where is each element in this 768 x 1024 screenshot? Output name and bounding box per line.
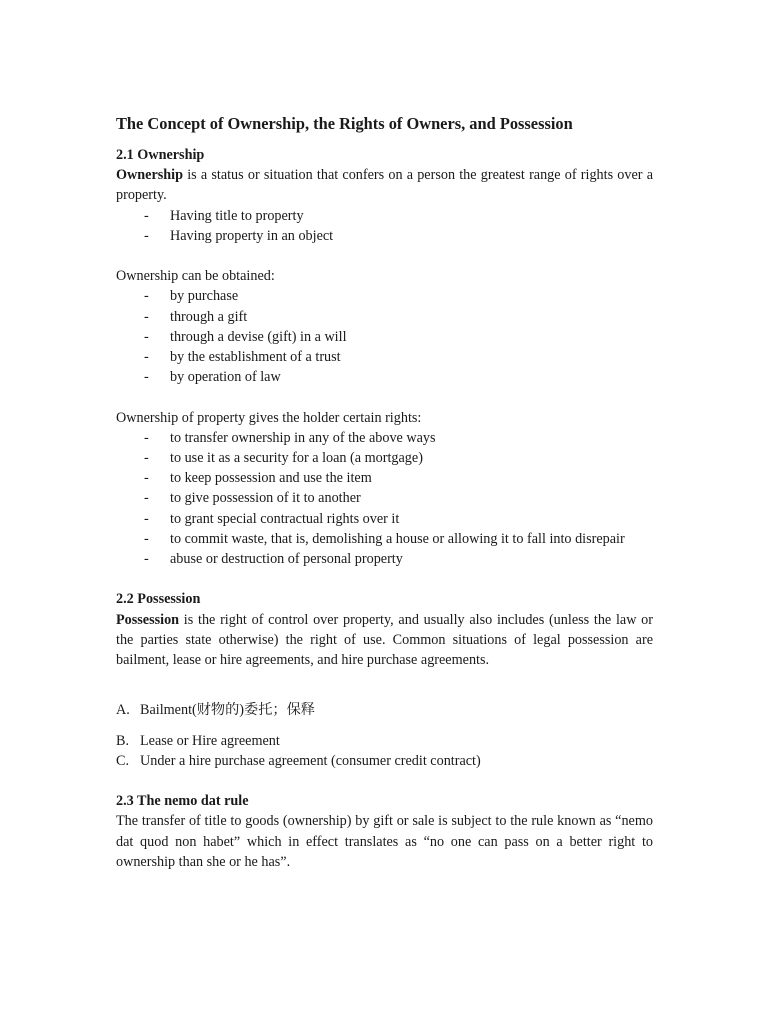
list-item-text: Lease or Hire agreement <box>140 732 280 749</box>
owner-rights-list <box>116 428 653 569</box>
list-item: - to keep possession and use the item <box>116 468 653 488</box>
ownership-term: Ownership <box>116 167 184 184</box>
list-item-text: Under a hire purchase agreement (consumer credit contract) <box>140 752 481 769</box>
list-item: - by purchase <box>116 286 653 306</box>
list-item: - through a gift <box>116 307 653 327</box>
ownership-meanings-list <box>116 206 653 246</box>
list-item: - to transfer ownership in any of the above ways <box>116 428 653 448</box>
list-item <box>116 731 653 751</box>
list-item <box>116 751 653 771</box>
list-item: - to grant special contractual rights over it <box>116 509 653 529</box>
section-heading-nemo-dat: 2.3 The nemo dat rule <box>116 793 249 810</box>
ownership-definition <box>116 165 653 205</box>
section-heading-ownership: 2.1 Ownership <box>116 147 205 163</box>
list-item: - to give possession of it to another <box>116 488 653 508</box>
ownership-definition-text: is a status or situation that confers on a person the greatest range of rights over a property. <box>116 167 653 204</box>
section-heading-possession: 2.2 Possession <box>116 591 201 608</box>
rights-intro: Ownership of property gives the holder certain rights: <box>116 409 422 426</box>
list-item-text: Bailment(财物的)委托；保释 <box>140 702 315 719</box>
list-marker: A. <box>116 702 130 719</box>
list-item: - by the establishment of a trust <box>116 347 653 367</box>
possession-definition <box>116 610 653 671</box>
list-item: - to commit waste, that is, demolishing a house or allowing it to fall into disrepair <box>116 529 653 549</box>
list-item <box>116 700 653 720</box>
possession-term: Possession <box>116 611 180 628</box>
list-item: - abuse or destruction of personal property <box>116 549 653 569</box>
document-title: The Concept of Ownership, the Rights of Owners, and Possession <box>116 114 573 133</box>
list-item: - through a devise (gift) in a will <box>116 327 653 347</box>
list-item: - Having title to property <box>116 206 653 226</box>
list-item: - to use it as a security for a loan (a mortgage) <box>116 448 653 468</box>
list-item: - Having property in an object <box>116 226 653 246</box>
list-item: - by operation of law <box>116 367 653 387</box>
list-marker: C. <box>116 752 130 769</box>
obtain-intro: Ownership can be obtained: <box>116 268 275 285</box>
document-page <box>116 113 653 872</box>
nemo-dat-paragraph: The transfer of title to goods (ownership) by gift or sale is subject to the rule known as “nemo dat quod non habet” which in effect translates as “no one can pass on a better right to ownership than she or he has”. <box>116 813 653 870</box>
obtain-methods-list <box>116 286 653 387</box>
possession-situations-list <box>116 700 653 771</box>
list-marker: B. <box>116 732 130 749</box>
possession-definition-text: is the right of control over property, and usually also includes (unless the law or the parties state otherwise) the right of use. Common situations of legal possession are bailment, lease or hire agreements, and hire purchase agreements. <box>116 611 653 669</box>
